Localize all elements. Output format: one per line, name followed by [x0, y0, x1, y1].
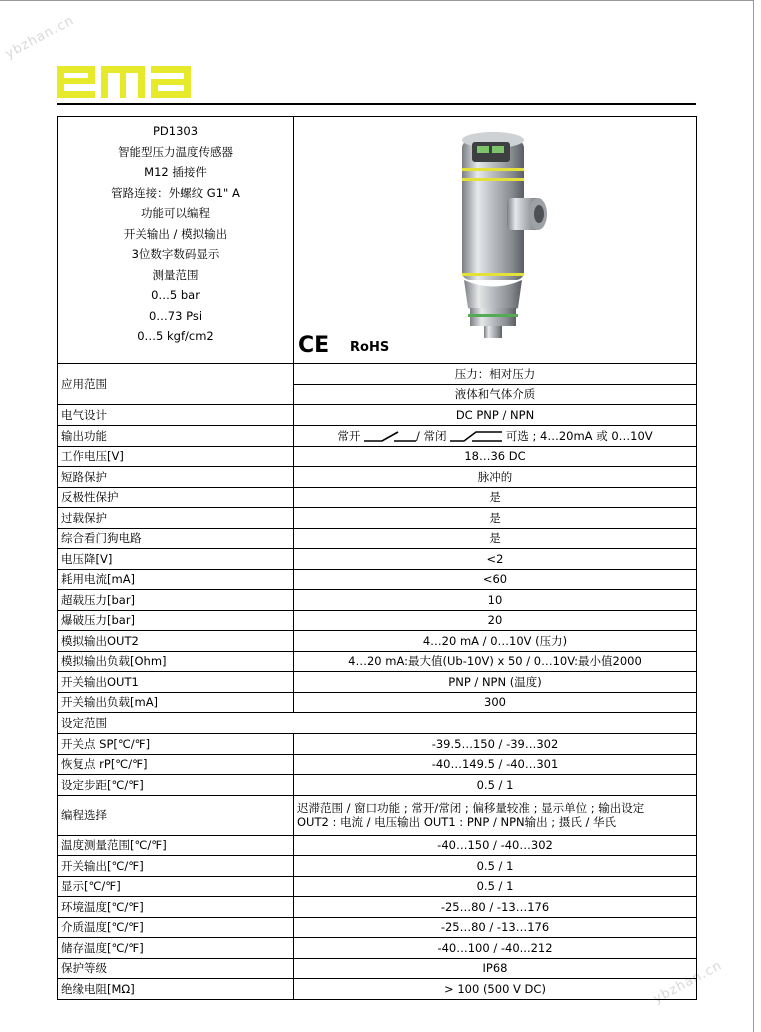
application-row [58, 364, 697, 405]
spec-row [58, 508, 697, 529]
row-value: 是 [294, 528, 697, 549]
ce-mark: CE [298, 332, 330, 358]
row-label: 开关输出[℃/℉] [58, 856, 294, 877]
row-label: 设定步距[℃/℉] [58, 775, 294, 796]
row-value: 脉冲的 [294, 467, 697, 488]
spec-row [58, 590, 697, 611]
normally-closed-label: / 常闭 [415, 428, 447, 443]
spec-row [58, 958, 697, 979]
watermark-top-left: ybzhan.cn [2, 13, 77, 62]
spec-row [58, 917, 697, 938]
row-label: 保护等级 [58, 958, 294, 979]
header-row [58, 117, 697, 364]
page-right-border [753, 0, 754, 1032]
row-value [294, 364, 697, 405]
row-value: 4…20 mA:最大值(Ub-10V) x 50 / 0…10V:最小值2000 [294, 651, 697, 672]
spec-row [58, 528, 697, 549]
spec-row [58, 775, 697, 796]
row-label: 设定范围 [58, 713, 697, 734]
row-value: 18…36 DC [294, 446, 697, 467]
ema-logo [57, 62, 191, 102]
summary-line: 测量范围 [152, 267, 199, 282]
row-label: 温度测量范围[℃/℉] [58, 835, 294, 856]
row-label: 电气设计 [58, 405, 294, 426]
spec-row [58, 651, 697, 672]
row-value [294, 426, 697, 447]
summary-line: M12 插接件 [144, 165, 207, 179]
row-value: 0.5 / 1 [294, 775, 697, 796]
row-label: 开关输出负载[mA] [58, 692, 294, 713]
spec-row [58, 692, 697, 713]
spec-row [58, 733, 697, 754]
row-value: <2 [294, 549, 697, 570]
normally-open-label: 常开 [337, 428, 361, 443]
product-summary [58, 117, 294, 364]
spec-row [58, 835, 697, 856]
row-label: 超载压力[bar] [58, 590, 294, 611]
summary-line: 管路连接：外螺纹 G1" A [111, 185, 240, 200]
sensor-image [294, 118, 695, 363]
summary-line: 开关输出 / 模拟输出 [123, 226, 228, 241]
row-value: -40…150 / -40…302 [294, 835, 697, 856]
row-value [294, 795, 697, 835]
row-label: 编程选择 [58, 795, 294, 835]
row-value: 4…20 mA / 0…10V (压力) [294, 631, 697, 652]
row-value: <60 [294, 569, 697, 590]
spec-row [58, 938, 697, 959]
programming-line: OUT2 : 电流 / 电压输出 OUT1 : PNP / NPN输出 ; 摄氏 / 华氏 [297, 815, 616, 830]
row-label: 耗用电流[mA] [58, 569, 294, 590]
product-image-cell [294, 117, 697, 364]
row-value: -25…80 / -13…176 [294, 897, 697, 918]
row-label: 环境温度[℃/℉] [58, 897, 294, 918]
row-label: 绝缘电阻[MΩ] [58, 979, 294, 1000]
summary-line: 功能可以编程 [141, 206, 210, 220]
spec-row [58, 487, 697, 508]
summary-line: 0…73 Psi [148, 308, 203, 323]
programming-row [58, 795, 697, 835]
row-label: 综合看门狗电路 [58, 528, 294, 549]
application-value: 液体和气体介质 [454, 386, 536, 401]
programming-line: 迟滞范围 / 窗口功能 ; 常开/常闭 ; 偏移量较准 ; 显示单位 ; 输出设定 [297, 800, 645, 815]
row-label: 短路保护 [58, 467, 294, 488]
spec-row [58, 856, 697, 877]
row-value: 300 [294, 692, 697, 713]
spec-row [58, 754, 697, 775]
spec-row [58, 897, 697, 918]
row-value: DC PNP / NPN [294, 405, 697, 426]
row-value: 是 [294, 487, 697, 508]
summary-line: PD1303 [152, 124, 199, 138]
row-value: > 100 (500 V DC) [294, 979, 697, 1000]
spec-row [58, 610, 697, 631]
row-label: 工作电压[V] [58, 446, 294, 467]
settings-header-row [58, 713, 697, 734]
row-label: 开关点 SP[℃/℉] [58, 733, 294, 754]
summary-line: 3位数字数码显示 [131, 247, 220, 261]
row-label: 介质温度[℃/℉] [58, 917, 294, 938]
summary-line: 0…5 bar [151, 288, 200, 302]
spec-row [58, 631, 697, 652]
row-label: 开关输出OUT1 [58, 672, 294, 693]
watermark-bottom-right: ybzhan.cn [650, 958, 725, 1007]
row-value: -39.5…150 / -39…302 [294, 733, 697, 754]
application-value: 压力：相对压力 [294, 365, 696, 385]
spec-table [57, 116, 697, 1000]
row-label: 模拟输出负载[Ohm] [58, 651, 294, 672]
row-value: 10 [294, 590, 697, 611]
page-top-border [0, 0, 753, 1]
row-value: IP68 [294, 958, 697, 979]
summary-line: 0…5 kgf/cm2 [137, 329, 214, 343]
row-label: 应用范围 [58, 364, 294, 405]
row-value: -25…80 / -13…176 [294, 917, 697, 938]
row-value: 0.5 / 1 [294, 856, 697, 877]
spec-row [58, 569, 697, 590]
row-value: 是 [294, 508, 697, 529]
spec-row [58, 549, 697, 570]
row-value: PNP / NPN (温度) [294, 672, 697, 693]
nc-switch-icon [450, 430, 502, 442]
spec-row [58, 405, 697, 426]
spec-row [58, 979, 697, 1000]
summary-line: 智能型压力温度传感器 [118, 144, 233, 159]
row-label: 模拟输出OUT2 [58, 631, 294, 652]
spec-row [58, 446, 697, 467]
header-rule [57, 103, 696, 105]
spec-row [58, 876, 697, 897]
rohs-mark: RoHS [350, 339, 390, 355]
spec-row [58, 672, 697, 693]
no-switch-icon [364, 430, 416, 442]
spec-row [58, 467, 697, 488]
row-label: 显示[℃/℉] [58, 876, 294, 897]
output-options: 可选 ; 4…20mA 或 0…10V [505, 428, 653, 443]
row-label: 电压降[V] [58, 549, 294, 570]
row-value: -40…100 / -40...212 [294, 938, 697, 959]
row-label: 恢复点 rP[℃/℉] [58, 754, 294, 775]
output-function-row [58, 426, 697, 447]
row-value: -40…149.5 / -40…301 [294, 754, 697, 775]
row-label: 爆破压力[bar] [58, 610, 294, 631]
row-value: 0.5 / 1 [294, 876, 697, 897]
row-label: 输出功能 [58, 426, 294, 447]
row-label: 储存温度[℃/℉] [58, 938, 294, 959]
row-value: 20 [294, 610, 697, 631]
row-label: 过载保护 [58, 508, 294, 529]
row-label: 反极性保护 [58, 487, 294, 508]
